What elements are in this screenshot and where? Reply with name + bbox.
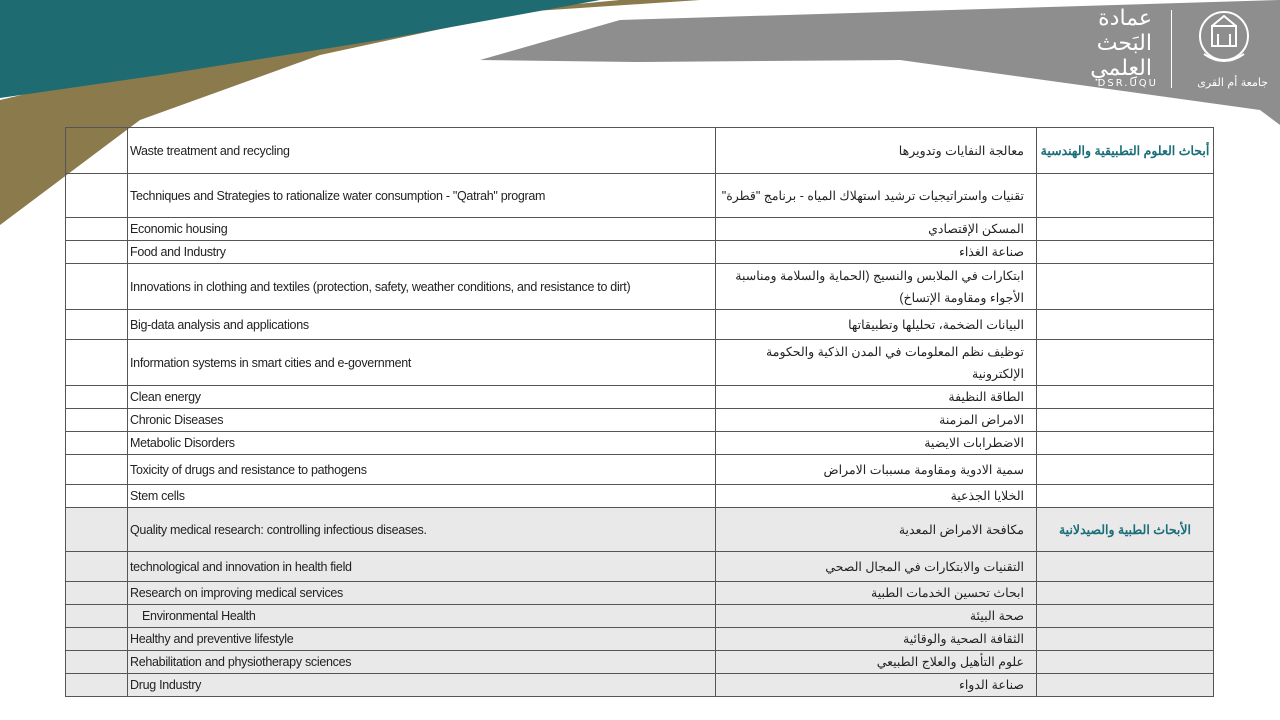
category-cell: [1037, 628, 1214, 651]
blank-cell: [66, 582, 128, 605]
topic-en: Environmental Health: [128, 605, 716, 628]
topic-en: Toxicity of drugs and resistance to pathogens: [128, 455, 716, 485]
topic-en: Chronic Diseases: [128, 409, 716, 432]
topic-en: Metabolic Disorders: [128, 432, 716, 455]
category-cell: [1037, 432, 1214, 455]
topic-ar: الاضطرابات الايضية: [716, 432, 1037, 455]
table-row: [66, 386, 1214, 409]
topic-en: Information systems in smart cities and e-government: [128, 340, 716, 386]
dept-code: DSR.UQU: [1097, 78, 1158, 89]
topic-en: Waste treatment and recycling: [128, 128, 716, 174]
banner-teal-band: [0, 0, 600, 98]
blank-cell: [66, 386, 128, 409]
topic-ar: الثقافة الصحية والوقائية: [716, 628, 1037, 651]
category-cell: [1037, 455, 1214, 485]
topic-ar: صناعة الدواء: [716, 674, 1037, 697]
topic-ar: تقنيات واستراتيجيات ترشيد استهلاك المياه - برنامج "قطرة": [716, 174, 1037, 218]
topic-en: Food and Industry: [128, 241, 716, 264]
category-cell: [1037, 582, 1214, 605]
category-cell: [1037, 340, 1214, 386]
table-row: [66, 409, 1214, 432]
category-applied-sciences: أبحاث العلوم التطبيقية والهندسية: [1037, 128, 1214, 174]
table-row: [66, 605, 1214, 628]
table-row: [66, 582, 1214, 605]
topic-ar: البيانات الضخمة، تحليلها وتطبيقاتها: [716, 310, 1037, 340]
blank-cell: [66, 218, 128, 241]
topic-en: Techniques and Strategies to rationalize water consumption - "Qatrah" program: [128, 174, 716, 218]
topic-en: Quality medical research: controlling infectious diseases.: [128, 508, 716, 552]
topic-ar: معالجة النفايات وتدويرها: [716, 128, 1037, 174]
blank-cell: [66, 310, 128, 340]
topic-ar: ابتكارات في الملابس والنسيج (الحماية والسلامة ومناسبة الأجواء ومقاومة الإتساخ): [716, 264, 1037, 310]
topic-en: Stem cells: [128, 485, 716, 508]
dept-name-arabic: عمادة البَحث العِلمي: [1090, 6, 1152, 81]
table-row: [66, 218, 1214, 241]
category-cell: [1037, 485, 1214, 508]
blank-cell: [66, 174, 128, 218]
topic-ar: ابحاث تحسين الخدمات الطبية: [716, 582, 1037, 605]
topic-ar: علوم التأهيل والعلاج الطبيعي: [716, 651, 1037, 674]
university-name-arabic: جامعة أم القرى: [1197, 76, 1268, 89]
table-row: [66, 674, 1214, 697]
topic-ar: الطاقة النظيفة: [716, 386, 1037, 409]
university-seal-icon: [1196, 8, 1252, 72]
logo-divider: [1171, 10, 1172, 88]
topic-en: Clean energy: [128, 386, 716, 409]
topic-en: Healthy and preventive lifestyle: [128, 628, 716, 651]
category-cell: [1037, 552, 1214, 582]
blank-cell: [66, 432, 128, 455]
topic-ar: توظيف نظم المعلومات في المدن الذكية والحكومة الإلكترونية: [716, 340, 1037, 386]
table-row: [66, 552, 1214, 582]
blank-cell: [66, 264, 128, 310]
table-row: [66, 651, 1214, 674]
category-cell: [1037, 409, 1214, 432]
blank-cell: [66, 605, 128, 628]
blank-cell: [66, 409, 128, 432]
topic-en: Research on improving medical services: [128, 582, 716, 605]
category-medical-research: الأبحاث الطبية والصيدلانية: [1037, 508, 1214, 552]
topic-en: Economic housing: [128, 218, 716, 241]
table-row: [66, 432, 1214, 455]
blank-cell: [66, 455, 128, 485]
topic-ar: صحة البيئة: [716, 605, 1037, 628]
blank-cell: [66, 674, 128, 697]
blank-cell: [66, 340, 128, 386]
table-row: [66, 310, 1214, 340]
category-cell: [1037, 310, 1214, 340]
table-row: [66, 628, 1214, 651]
topic-ar: الخلايا الجذعية: [716, 485, 1037, 508]
category-cell: [1037, 386, 1214, 409]
category-cell: [1037, 218, 1214, 241]
topic-en: Big-data analysis and applications: [128, 310, 716, 340]
table-row: [66, 508, 1214, 552]
category-cell: [1037, 674, 1214, 697]
blank-cell: [66, 508, 128, 552]
table-row: [66, 174, 1214, 218]
topic-en: Innovations in clothing and textiles (protection, safety, weather conditions, and resistance to dirt): [128, 264, 716, 310]
category-cell: [1037, 174, 1214, 218]
topic-ar: سمية الادوية ومقاومة مسببات الامراض: [716, 455, 1037, 485]
topic-en: technological and innovation in health field: [128, 552, 716, 582]
category-cell: [1037, 605, 1214, 628]
blank-cell: [66, 241, 128, 264]
topic-ar: المسكن الإقتصادي: [716, 218, 1037, 241]
table-row: [66, 264, 1214, 310]
blank-cell: [66, 552, 128, 582]
blank-cell: [66, 485, 128, 508]
blank-cell: [66, 628, 128, 651]
table-row: [66, 455, 1214, 485]
table-row: [66, 241, 1214, 264]
table-row: [66, 128, 1214, 174]
research-areas-table: [65, 127, 1214, 697]
category-cell: [1037, 264, 1214, 310]
category-cell: [1037, 241, 1214, 264]
topic-en: Rehabilitation and physiotherapy sciences: [128, 651, 716, 674]
dsr-logo: [1000, 0, 1280, 100]
topic-ar: الامراض المزمنة: [716, 409, 1037, 432]
topic-en: Drug Industry: [128, 674, 716, 697]
table-row: [66, 485, 1214, 508]
table-row: [66, 340, 1214, 386]
topic-ar: مكافحة الامراض المعدية: [716, 508, 1037, 552]
blank-cell: [66, 128, 128, 174]
blank-cell: [66, 651, 128, 674]
topic-ar: صناعة الغذاء: [716, 241, 1037, 264]
category-cell: [1037, 651, 1214, 674]
topic-ar: التقنيات والابتكارات في المجال الصحي: [716, 552, 1037, 582]
